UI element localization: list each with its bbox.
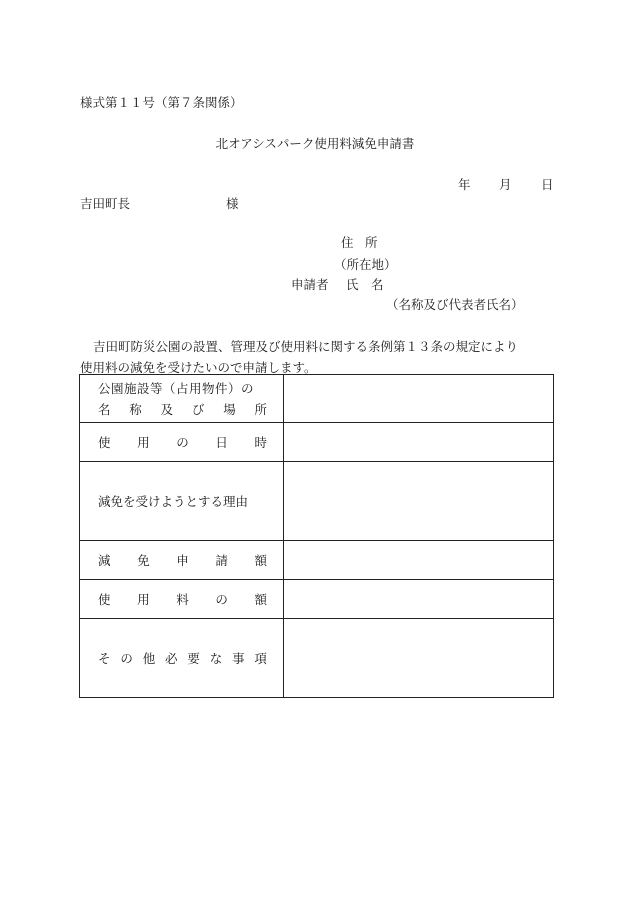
label-char: の <box>176 435 189 450</box>
table-row <box>80 375 554 423</box>
label-char: 用 <box>137 435 150 450</box>
label-char: 名 <box>98 401 111 417</box>
label-char: 場 <box>223 401 236 417</box>
label-char: 項 <box>254 651 267 666</box>
reason-label: 減免を受けようとする理由 <box>98 494 249 509</box>
row-label-usage-fee <box>80 580 284 619</box>
label-char: 額 <box>254 592 267 607</box>
table-row <box>80 423 554 462</box>
label-char: 請 <box>215 553 228 568</box>
name-label-char-1: 氏 <box>346 277 359 292</box>
usage-datetime-value-cell[interactable] <box>284 423 554 462</box>
label-char: 日 <box>215 435 228 450</box>
applicant-label: 申請者 <box>291 277 329 292</box>
intro-line-2: 使用料の減免を受けたいので申請します。 <box>80 360 317 375</box>
table-row <box>80 619 554 698</box>
addressee-name: 吉田町長 <box>80 196 131 211</box>
label-char: 必 <box>165 651 178 666</box>
table-row <box>80 462 554 541</box>
address-label-char-2: 所 <box>365 235 378 250</box>
facility-label-line-2 <box>98 399 267 420</box>
label-char: そ <box>98 651 111 666</box>
label-char: 免 <box>137 553 150 568</box>
label-char: 他 <box>142 651 156 666</box>
label-char: 額 <box>254 553 267 568</box>
usage-fee-value-cell[interactable] <box>284 580 554 619</box>
label-char: の <box>215 592 228 607</box>
intro-line-1: 吉田町防災公園の設置、管理及び使用料に関する条例第１３条の規定により <box>93 339 519 354</box>
date-year-label: 年 <box>458 177 471 192</box>
form-number: 様式第１１号（第７条関係） <box>80 95 243 110</box>
row-label-reason <box>80 462 284 541</box>
label-char: 要 <box>187 651 200 666</box>
row-label-facility <box>80 375 284 423</box>
name-label-char-2: 名 <box>371 277 384 292</box>
label-char: な <box>209 651 223 666</box>
label-char: 使 <box>98 592 111 607</box>
applicant-line <box>291 277 384 292</box>
address-label <box>341 235 378 250</box>
label-char: 時 <box>254 435 267 450</box>
representative-note: （名称及び代表者氏名） <box>386 297 524 312</box>
label-char: 称 <box>129 401 142 417</box>
row-label-reduction-amount <box>80 541 284 580</box>
row-label-usage-datetime <box>80 423 284 462</box>
table-row <box>80 541 554 580</box>
label-char: 減 <box>98 553 111 568</box>
location-note: （所在地） <box>334 257 397 272</box>
other-matters-value-cell[interactable] <box>284 619 554 698</box>
label-char: 用 <box>137 592 150 607</box>
facility-value-cell[interactable] <box>284 375 554 423</box>
label-char: 申 <box>176 553 189 568</box>
facility-label-line-1: 公園施設等（占用物件）の <box>98 380 255 396</box>
label-char: び <box>191 401 205 417</box>
label-char: 所 <box>254 401 267 417</box>
label-char: 料 <box>176 592 189 607</box>
reason-value-cell[interactable] <box>284 462 554 541</box>
address-label-char-1: 住 <box>341 235 354 250</box>
intro-paragraph <box>80 336 552 378</box>
label-char: の <box>120 651 133 666</box>
table-row <box>80 580 554 619</box>
row-label-other-matters <box>80 619 284 698</box>
form-title: 北オアシスパーク使用料減免申請書 <box>215 136 415 151</box>
reduction-amount-value-cell[interactable] <box>284 541 554 580</box>
addressee-honorific: 様 <box>226 196 239 211</box>
date-day-label: 日 <box>541 177 554 192</box>
label-char: 使 <box>98 435 111 450</box>
label-char: 事 <box>232 651 245 666</box>
addressee <box>80 196 239 211</box>
date-month-label: 月 <box>499 177 512 192</box>
application-table <box>79 374 554 698</box>
label-char: 及 <box>160 401 174 417</box>
